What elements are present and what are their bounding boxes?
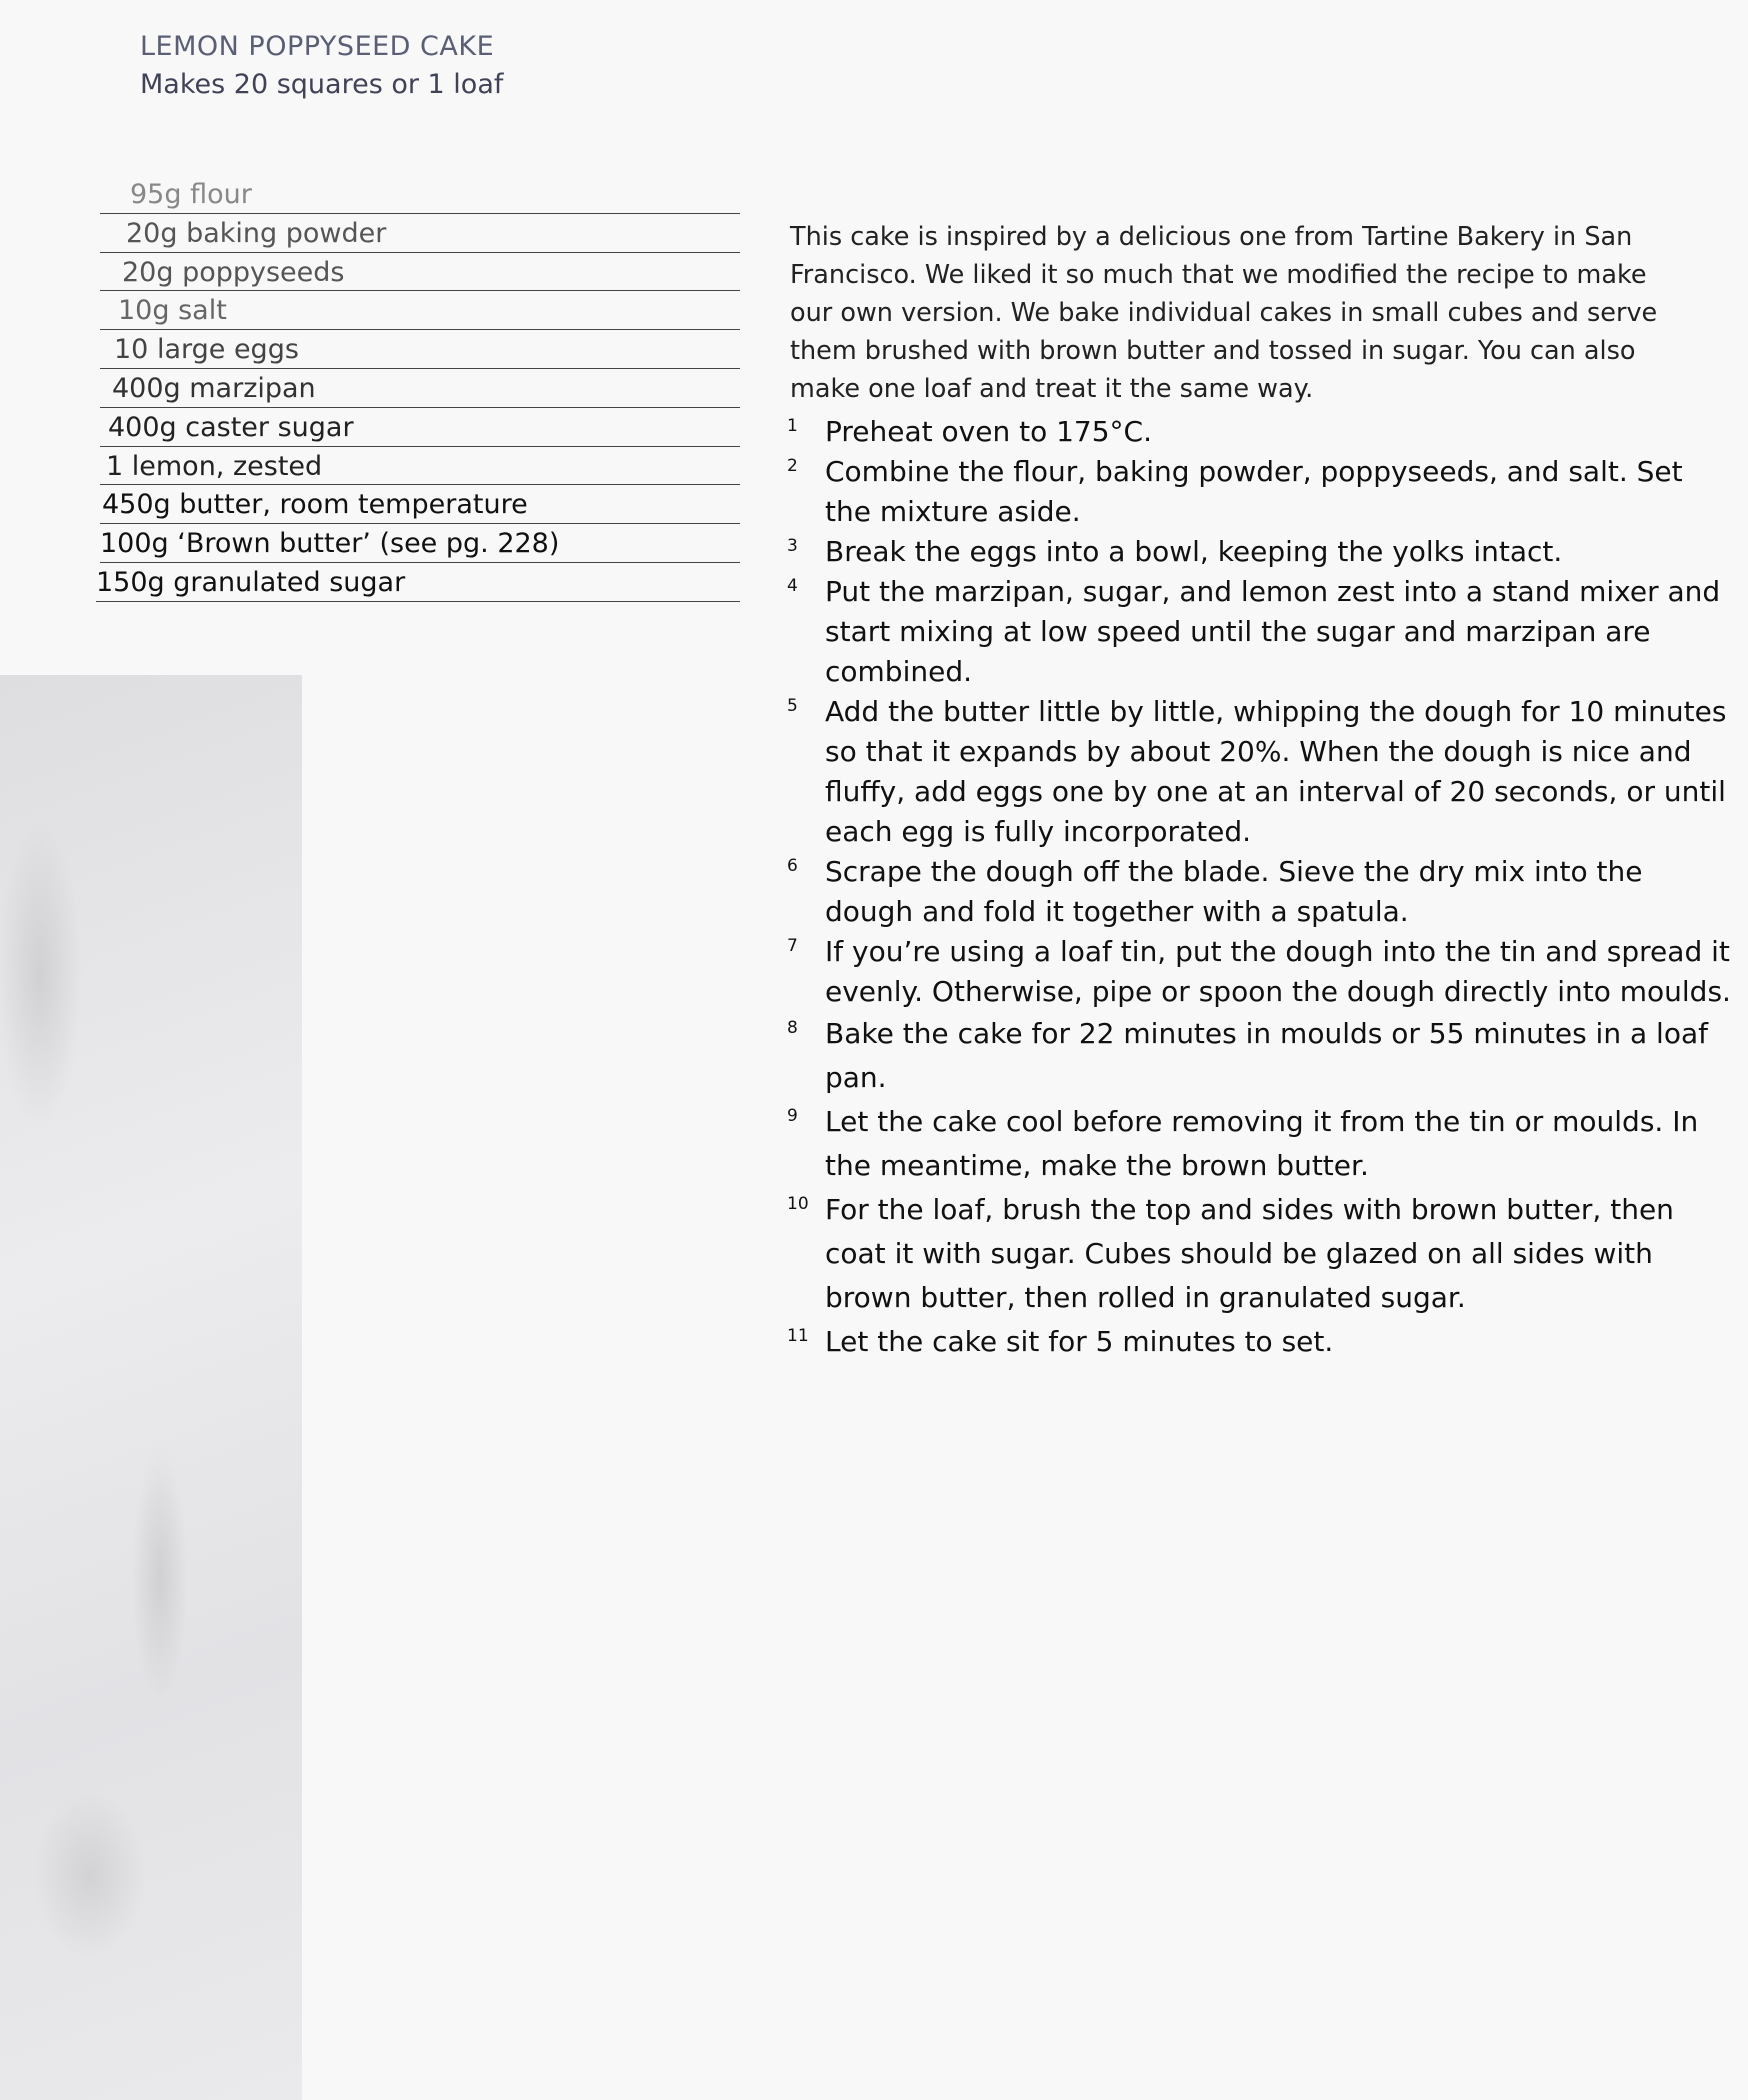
step-number: 2 [787, 456, 798, 476]
ingredient-item: 95g flour [100, 175, 740, 214]
step-number: 3 [787, 536, 798, 556]
step-number: 10 [787, 1194, 809, 1214]
method-step [775, 1100, 1735, 1188]
ingredient-item: 400g marzipan [100, 369, 740, 408]
step-text: For the loaf, brush the top and sides with brown butter, then coat it with sugar. Cubes should be glazed on all sides with brown butter, then rolled in granulated sugar. [825, 1193, 1674, 1314]
method-step [775, 932, 1735, 1012]
ingredient-list [96, 175, 740, 602]
step-text: Let the cake cool before removing it from the tin or moulds. In the meantime, make the brown butter. [825, 1105, 1699, 1182]
recipe-header [140, 28, 503, 104]
ingredient-item: 10g salt [100, 291, 740, 330]
ingredient-item: 450g butter, room temperature [100, 485, 740, 524]
ingredient-item: 20g poppyseeds [100, 253, 740, 292]
method-step [775, 452, 1735, 532]
step-number: 4 [787, 576, 798, 596]
method-step [775, 1320, 1735, 1364]
ingredient-item: 100g ‘Brown butter’ (see pg. 228) [100, 524, 740, 563]
method-step [775, 852, 1735, 932]
method-steps [775, 412, 1735, 1364]
step-text: Break the eggs into a bowl, keeping the yolks intact. [825, 535, 1563, 568]
recipe-intro: This cake is inspired by a delicious one from Tartine Bakery in San Francisco. We liked it so much that we modified the recipe to make our own version. We bake individual cakes in small cubes and serve them brushed with brown butter and tossed in sugar. You can also make one loaf and treat it the same way. [790, 221, 1658, 404]
method-step [775, 532, 1735, 572]
ingredient-item: 1 lemon, zested [100, 447, 740, 486]
method-step [775, 572, 1735, 692]
method-step [775, 412, 1735, 452]
step-text: Add the butter little by little, whipping the dough for 10 minutes so that it expands by about 20%. When the dough is nice and fluffy, add eggs one by one at an interval of 20 seconds, or until each egg is fully incorporated. [825, 695, 1727, 848]
step-text: Combine the flour, baking powder, poppyseeds, and salt. Set the mixture aside. [825, 455, 1683, 528]
step-number: 1 [787, 416, 798, 436]
recipe-yield: Makes 20 squares or 1 loaf [140, 69, 504, 100]
step-text: If you’re using a loaf tin, put the dough into the tin and spread it evenly. Otherwise, pipe or spoon the dough directly into moulds. [825, 935, 1731, 1008]
step-text: Let the cake sit for 5 minutes to set. [825, 1325, 1334, 1358]
step-number: 11 [787, 1326, 809, 1346]
ingredient-item: 20g baking powder [100, 214, 740, 253]
step-number: 9 [787, 1106, 798, 1126]
step-number: 7 [787, 936, 798, 956]
ingredient-item: 400g caster sugar [100, 408, 740, 447]
step-text: Preheat oven to 175°C. [825, 415, 1153, 448]
step-text: Put the marzipan, sugar, and lemon zest into a stand mixer and start mixing at low speed until the sugar and marzipan are combined. [825, 575, 1721, 688]
step-text: Bake the cake for 22 minutes in moulds or 55 minutes in a loaf pan. [825, 1017, 1708, 1094]
method-step [775, 1012, 1735, 1100]
step-number: 8 [787, 1018, 798, 1038]
step-number: 6 [787, 856, 798, 876]
method-step [775, 1188, 1735, 1320]
ingredient-item: 150g granulated sugar [96, 563, 740, 602]
ingredient-item: 10 large eggs [100, 330, 740, 369]
recipe-title: LEMON POPPYSEED CAKE [140, 31, 495, 62]
step-text: Scrape the dough off the blade. Sieve the dry mix into the dough and fold it together with a spatula. [825, 855, 1643, 928]
method-step [775, 692, 1735, 852]
step-number: 5 [787, 696, 798, 716]
